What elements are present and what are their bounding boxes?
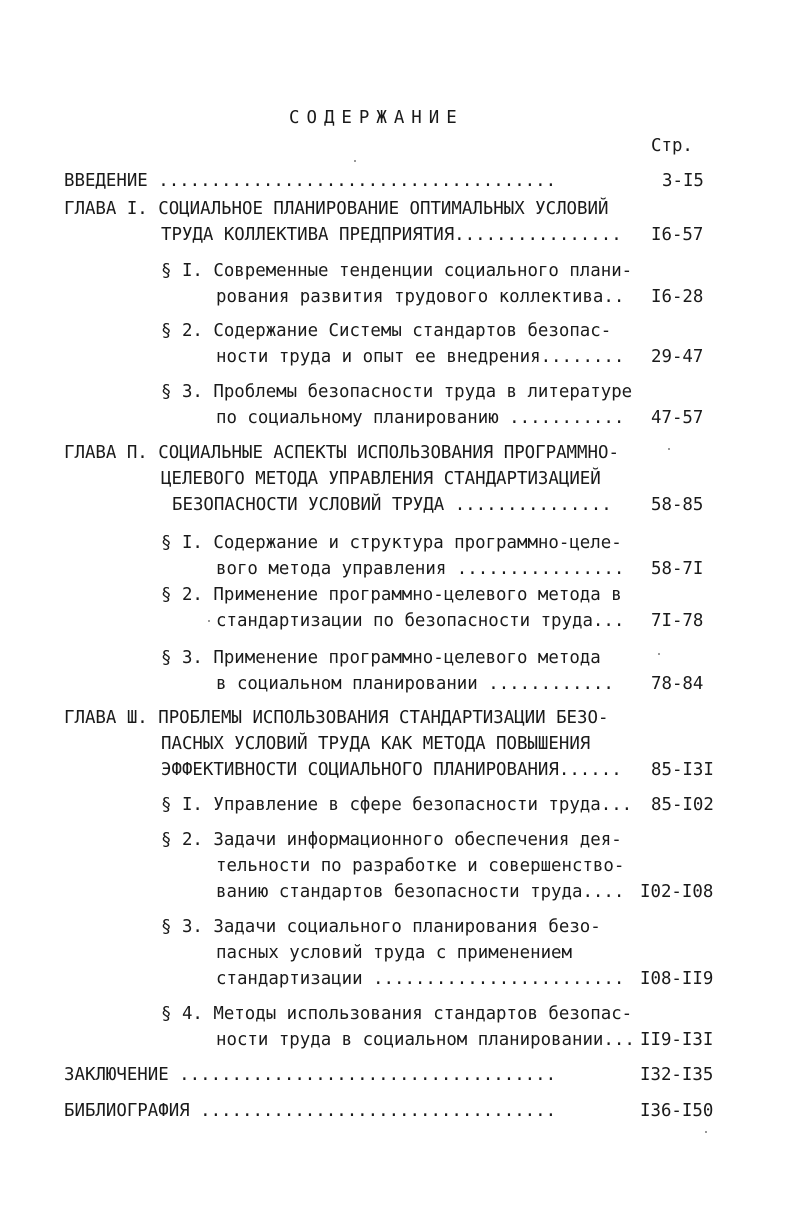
toc-ch3-sec3-line3: стандартизации ........................: [216, 969, 625, 989]
toc-chapter2-pages: 58-85: [651, 495, 704, 515]
toc-chapter1-title-cont: ТРУДА КОЛЛЕКТИВА ПРЕДПРИЯТИЯ................: [161, 225, 622, 245]
toc-ch2-sec3-line2: в социальном планировании ............: [216, 674, 614, 694]
toc-ch1-sec2-pages: 29-47: [651, 347, 704, 367]
toc-ch1-sec3-pages: 47-57: [651, 408, 704, 428]
toc-conclusion-pages: I32-I35: [640, 1065, 714, 1085]
toc-ch2-sec2-line1: § 2. Применение программно-целевого метода в: [161, 585, 622, 605]
scan-speck: [658, 653, 660, 655]
toc-ch1-sec3-line1: § 3. Проблемы безопасности труда в литературе: [161, 382, 633, 402]
toc-ch3-sec4-line1: § 4. Методы использования стандартов безопас-: [161, 1004, 633, 1024]
toc-chapter3-title-cont1: ПАСНЫХ УСЛОВИЙ ТРУДА КАК МЕТОДА ПОВЫШЕНИЯ: [161, 734, 591, 754]
toc-ch3-sec1-line1: § I. Управление в сфере безопасности труда...: [161, 795, 633, 815]
toc-ch3-sec2-pages: I02-I08: [640, 882, 714, 902]
toc-ch2-sec1-line1: § I. Содержание и структура программно-целе-: [161, 533, 622, 553]
toc-chapter3-title-cont2: ЭФФЕКТИВНОСТИ СОЦИАЛЬНОГО ПЛАНИРОВАНИЯ......: [161, 760, 622, 780]
toc-ch1-sec3-line2: по социальному планированию ...........: [216, 408, 625, 428]
toc-ch2-sec2-line2: стандартизации по безопасности труда...: [216, 611, 625, 631]
toc-ch1-sec2-line2: ности труда и опыт ее внедрения........: [216, 347, 625, 367]
toc-ch3-sec3-line2: пасных условий труда с применением: [216, 943, 572, 963]
scan-speck: [668, 448, 670, 450]
scan-speck: [354, 160, 356, 162]
toc-chapter3-pages: 85-I3I: [651, 760, 714, 780]
toc-ch2-sec2-pages: 7I-78: [651, 611, 704, 631]
toc-chapter1-title: ГЛАВА I. СОЦИАЛЬНОЕ ПЛАНИРОВАНИЕ ОПТИМАЛЬНЫХ УСЛОВИЙ: [64, 199, 609, 219]
toc-heading: СОДЕРЖАНИЕ: [289, 108, 464, 128]
toc-chapter2-title: ГЛАВА П. СОЦИАЛЬНЫЕ АСПЕКТЫ ИСПОЛЬЗОВАНИЯ ПРОГРАММНО-: [64, 443, 619, 463]
toc-ch1-sec1-line2: рования развития трудового коллектива..: [216, 287, 625, 307]
toc-conclusion-line: ЗАКЛЮЧЕНИЕ ....................................: [64, 1065, 557, 1085]
toc-chapter2-title-cont2: БЕЗОПАСНОСТИ УСЛОВИЙ ТРУДА ...............: [172, 495, 612, 515]
toc-ch1-sec1-pages: I6-28: [651, 287, 704, 307]
toc-ch1-sec2-line1: § 2. Содержание Системы стандартов безопас-: [161, 321, 612, 341]
toc-ch2-sec3-line1: § 3. Применение программно-целевого метода: [161, 648, 601, 668]
toc-intro-line: ВВЕДЕНИЕ ......................................: [64, 171, 557, 191]
toc-ch3-sec2-line1: § 2. Задачи информационного обеспечения дея-: [161, 830, 622, 850]
toc-chapter2-title-cont1: ЦЕЛЕВОГО МЕТОДА УПРАВЛЕНИЯ СТАНДАРТИЗАЦИЕЙ: [161, 469, 601, 489]
toc-ch3-sec3-line1: § 3. Задачи социального планирования безо-: [161, 917, 601, 937]
toc-ch3-sec2-line2: тельности по разработке и совершенство-: [216, 856, 625, 876]
toc-chapter3-title: ГЛАВА Ш. ПРОБЛЕМЫ ИСПОЛЬЗОВАНИЯ СТАНДАРТИЗАЦИИ БЕЗО-: [64, 708, 609, 728]
scan-speck: [208, 620, 210, 622]
toc-chapter1-pages: I6-57: [651, 225, 704, 245]
toc-ch2-sec1-line2: вого метода управления ................: [216, 559, 625, 579]
toc-ch3-sec1-pages: 85-I02: [651, 795, 714, 815]
toc-ch2-sec3-pages: 78-84: [651, 674, 704, 694]
toc-ch3-sec3-pages: I08-II9: [640, 969, 714, 989]
toc-ch3-sec2-line3: ванию стандартов безопасности труда....: [216, 882, 625, 902]
toc-ch3-sec4-line2: ности труда в социальном планировании...: [216, 1030, 635, 1050]
toc-intro-pages: 3-I5: [662, 171, 704, 191]
toc-bibliography-pages: I36-I50: [640, 1101, 714, 1121]
toc-ch1-sec1-line1: § I. Современные тенденции социального плани-: [161, 261, 633, 281]
toc-ch3-sec4-pages: II9-I3I: [640, 1030, 714, 1050]
page-column-label: Стр.: [651, 136, 693, 156]
toc-bibliography-line: БИБЛИОГРАФИЯ ..................................: [64, 1101, 557, 1121]
scan-speck: [705, 1131, 707, 1133]
toc-ch2-sec1-pages: 58-7I: [651, 559, 704, 579]
